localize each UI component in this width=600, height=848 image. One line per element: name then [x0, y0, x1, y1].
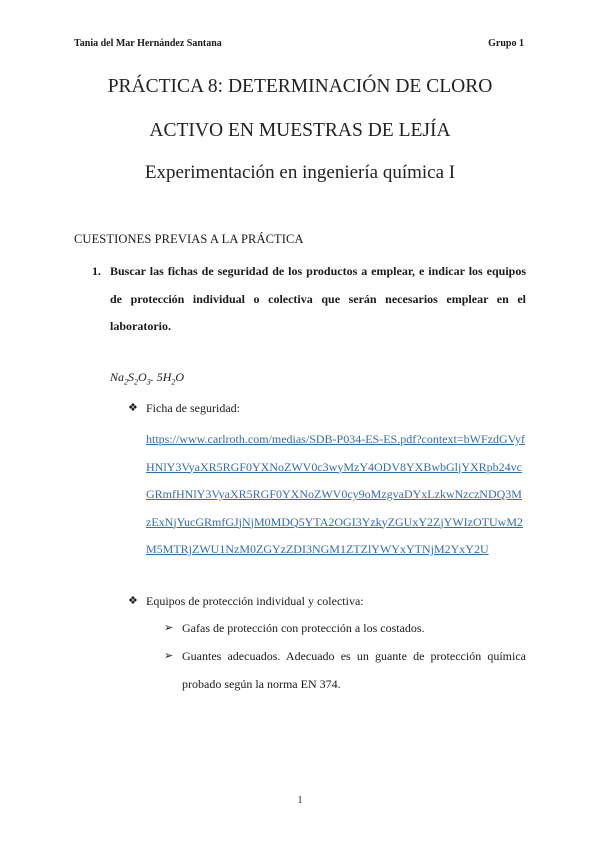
ppe-item [128, 594, 364, 609]
safety-sheet-item [128, 401, 240, 416]
document-title-line-1: PRÁCTICA 8: DETERMINACIÓN DE CLORO [107, 76, 493, 97]
page-number: 1 [297, 795, 303, 806]
question-number: 1. [92, 264, 101, 278]
formula-h: H [162, 370, 172, 384]
chemical-formula [110, 370, 184, 386]
author-name: Tania del Mar Hernández Santana [74, 38, 222, 49]
section-heading: CUESTIONES PREVIAS A LA PRÁCTICA [74, 232, 304, 246]
ppe-subitem-text: Gafas de protección con protección a los costados. [182, 621, 425, 635]
page-header [74, 38, 524, 49]
safety-sheet-link[interactable]: https://www.carlroth.com/medias/SDB-P034-ES-ES.pdf?context=bWFzdGVyfHNlY3VyaXR5RGF0YXNoZWV0c3wyMzY4ODV8YXBwbGljYXRpb24vcGRmfHNlY3VyaXR5RGF0YXNoZWV0cy9oMzgvaDYxLzkwNzczNDQ3MzExNjYucGRmfGJjNjM0MDQ5YTA2OGI3YzkyZGUxY2ZjYWIzOTUwM2M5MTRjZWU1NzM0ZGYzZDI3NGM1ZTZlYWYxYTNjM2YxY2U [146, 432, 525, 556]
document-title-line-2: ACTIVO EN MUESTRAS DE LEJÍA [149, 120, 451, 141]
diamond-bullet-icon: ❖ [128, 402, 138, 414]
ppe-subitem-text: Guantes adecuados. Adecuado es un guante de protección química probado según la norma EN 374. [182, 649, 526, 691]
safety-sheet-label: Ficha de seguridad: [146, 401, 240, 415]
arrow-bullet-icon: ➢ [164, 622, 174, 634]
formula-o: O [138, 370, 147, 384]
ppe-subitem-goggles [164, 615, 526, 643]
document-subtitle: Experimentación en ingeniería química I [144, 162, 456, 183]
formula-h-sub: 2 [171, 377, 176, 387]
formula-s-sub: 2 [134, 377, 139, 387]
formula-o-sub: 3 [146, 377, 151, 387]
question-1 [92, 258, 526, 341]
formula-sep: . 5 [150, 370, 163, 384]
formula-s: S [128, 370, 135, 384]
ppe-subitem-gloves [164, 643, 526, 698]
arrow-bullet-icon: ➢ [164, 650, 174, 662]
formula-o2: O [175, 370, 185, 384]
diamond-bullet-icon: ❖ [128, 595, 138, 607]
ppe-label: Equipos de protección individual y colectiva: [146, 594, 364, 608]
formula-na-sub: 2 [124, 377, 129, 387]
group-label: Grupo 1 [488, 38, 524, 49]
question-text: Buscar las fichas de seguridad de los productos a emplear, e indicar los equipos de protección individual o colectiva que serán necesarios emplear en el laboratorio. [110, 264, 526, 333]
formula-na: Na [110, 370, 125, 384]
